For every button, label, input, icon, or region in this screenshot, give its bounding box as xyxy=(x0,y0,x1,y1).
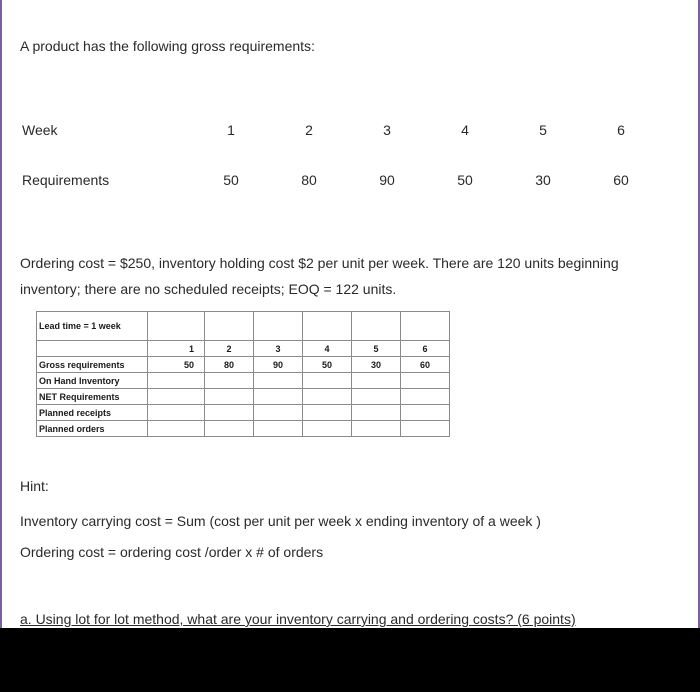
requirement-cell: 30 xyxy=(535,172,551,188)
week-cell: 2 xyxy=(305,122,313,138)
mrp-week-cell: 4 xyxy=(303,341,352,357)
hint-title: Hint: xyxy=(20,478,49,494)
mrp-week-cell: 1 xyxy=(148,341,205,357)
week-cell: 5 xyxy=(539,122,547,138)
mrp-row-net xyxy=(37,389,450,405)
week-cell: 6 xyxy=(617,122,625,138)
gross-cell: 80 xyxy=(205,357,254,373)
gross-requirements-label: Gross requirements xyxy=(37,357,148,373)
planned-receipts-label: Planned receipts xyxy=(37,405,148,421)
gross-cell: 90 xyxy=(254,357,303,373)
gross-cell: 30 xyxy=(352,357,401,373)
mrp-week-row xyxy=(37,341,450,357)
mrp-table xyxy=(36,311,450,437)
requirement-cell: 50 xyxy=(457,172,473,188)
mrp-week-cell: 6 xyxy=(401,341,450,357)
question-a: a. Using lot for lot method, what are your inventory carrying and ordering costs? (6 points) xyxy=(20,611,576,627)
lead-time-label: Lead time = 1 week xyxy=(37,312,148,341)
week-label: Week xyxy=(22,122,58,138)
mrp-row-on-hand xyxy=(37,373,450,389)
week-cell: 1 xyxy=(227,122,235,138)
requirement-cell: 90 xyxy=(379,172,395,188)
gross-cell: 50 xyxy=(303,357,352,373)
requirements-label: Requirements xyxy=(22,172,110,188)
requirements-table xyxy=(22,118,660,192)
gross-cell: 50 xyxy=(148,357,205,373)
black-footer-bar xyxy=(0,628,700,692)
mrp-row-planned-receipts xyxy=(37,405,450,421)
week-row xyxy=(22,118,660,142)
mrp-week-cell: 5 xyxy=(352,341,401,357)
intro-text: A product has the following gross requirements: xyxy=(20,38,315,54)
requirements-row xyxy=(22,168,660,192)
requirement-cell: 80 xyxy=(301,172,317,188)
week-cell: 4 xyxy=(461,122,469,138)
mrp-gross-row xyxy=(37,357,450,373)
week-cell: 3 xyxy=(383,122,391,138)
on-hand-label: On Hand Inventory xyxy=(37,373,148,389)
problem-paragraph: Ordering cost = $250, inventory holding cost $2 per unit per week. There are 120 units beginning inventory; there are no scheduled receipts; EOQ = 122 units. xyxy=(20,255,619,297)
left-border xyxy=(0,0,2,628)
requirement-cell: 50 xyxy=(223,172,239,188)
gross-cell: 60 xyxy=(401,357,450,373)
mrp-week-cell: 3 xyxy=(254,341,303,357)
requirement-cell: 60 xyxy=(613,172,629,188)
mrp-week-cell: 2 xyxy=(205,341,254,357)
net-requirements-label: NET Requirements xyxy=(37,389,148,405)
planned-orders-label: Planned orders xyxy=(37,421,148,437)
hint-carrying-cost: Inventory carrying cost = Sum (cost per unit per week x ending inventory of a week ) xyxy=(20,513,541,529)
hint-ordering-cost: Ordering cost = ordering cost /order x # of orders xyxy=(20,544,324,560)
mrp-row-planned-orders xyxy=(37,421,450,437)
